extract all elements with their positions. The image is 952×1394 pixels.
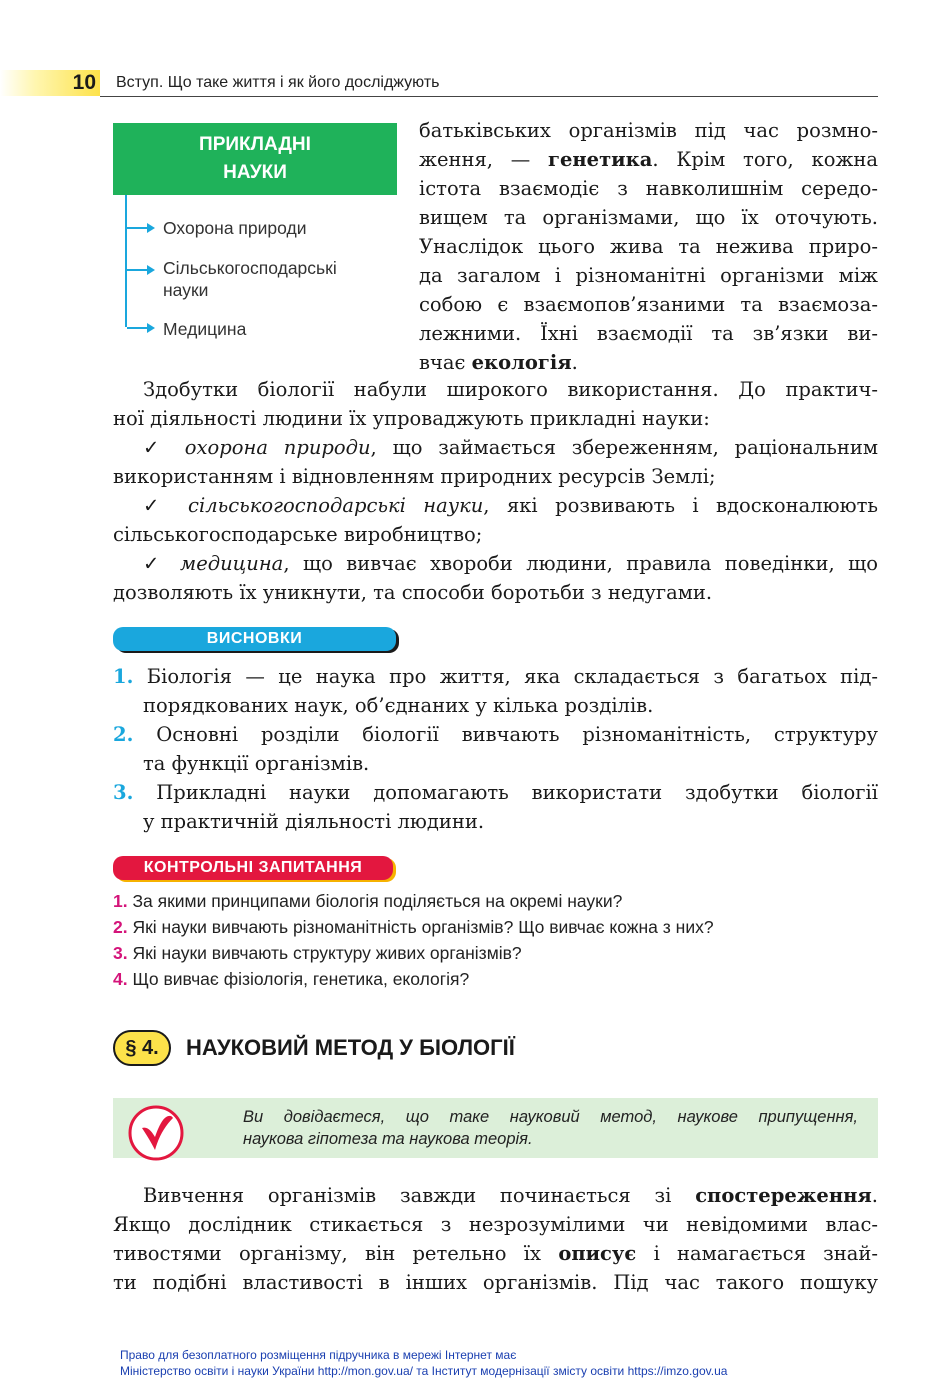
text-line: сільськогосподарське виробництво; <box>113 523 483 546</box>
text-line: ної діяльності людини їх упроваджують прикладні науки: <box>113 407 710 430</box>
page-number: 10 <box>72 71 96 94</box>
arrow-right-icon <box>127 327 149 329</box>
questions-tag: КОНТРОЛЬНІ ЗАПИТАННЯ <box>113 856 393 880</box>
list-item: 3. Які науки вивчають структуру живих організмів? <box>113 943 522 963</box>
text-line: ження, — генетика. Крім того, кожна <box>419 148 879 171</box>
text-line: використанням і відновленням природних ресурсів Землі; <box>113 465 716 488</box>
list-item: 4. Що вивчає фізіологія, генетика, екологія? <box>113 969 470 989</box>
text-line: ти подібні властивості в інших організмів. Під час такого пошуку <box>113 1271 878 1294</box>
diagram-branch-line <box>125 195 127 327</box>
list-item: ✓ сільськогосподарські науки, які розвивають і вдосконалюють <box>143 494 879 517</box>
applied-sciences-title <box>113 123 397 195</box>
conclusions-list <box>113 662 878 836</box>
footer-rights-line2: Міністерство освіти і науки України http://mon.gov.ua/ та Інститут модернізації змісту освіти https://imzo.gov.ua <box>120 1364 728 1378</box>
list-item: ✓ медицина, що вивчає хвороби людини, правила поведінки, що <box>143 552 878 575</box>
text-line: батьківських організмів під час розмно- <box>419 119 878 142</box>
text-line: собою є взаємопов’язаними та взаємоза- <box>419 293 878 316</box>
text-line: Здобутки біології набули широкого використання. До практич- <box>143 378 878 401</box>
text-line: вчає екологія. <box>419 351 578 374</box>
text-line: вищем та організмами, що їх оточують. <box>419 206 878 229</box>
text-line: порядкованих наук, об’єднаних у кілька розділів. <box>143 694 654 717</box>
text-line: у практичній діяльності людини. <box>143 810 485 833</box>
check-mark-icon: ✓ <box>143 552 167 575</box>
applied-item-agri-2: науки <box>163 280 209 300</box>
list-item: 3. Прикладні науки допомагають використати здобутки біології <box>113 781 878 804</box>
term-describes: описує <box>558 1242 637 1265</box>
list-item: 1. За якими принципами біологія поділяється на окремі науки? <box>113 891 623 911</box>
text-line: та функції організмів. <box>143 752 370 775</box>
applied-item-medicine: Медицина <box>163 319 247 339</box>
body-text <box>113 1181 878 1297</box>
intro-text <box>419 116 878 377</box>
applied-item-agri: Сільськогосподарські <box>163 258 337 278</box>
questions-list <box>113 888 714 992</box>
achievements-text <box>113 375 878 607</box>
conclusions-tag: ВИСНОВКИ <box>113 627 396 651</box>
arrow-right-icon <box>127 269 149 271</box>
list-item: 2. Основні розділи біології вивчають різноманітність, структуру <box>113 723 878 746</box>
text-line: Унаслідок цього жива та нежива приро- <box>419 235 878 258</box>
applied-title-line1: ПРИКЛАДНІ <box>199 134 311 155</box>
check-mark-icon: ✓ <box>143 436 169 459</box>
text-line: наукова гіпотеза та наукова теорія. <box>243 1130 533 1148</box>
text-line: Ви довідаєтеся, що таке науковий метод, наукове припущення, <box>243 1108 858 1126</box>
text-line: да загалом і різноманітні організми між <box>419 264 878 287</box>
text-line: лежними. Їхні взаємодії та зв’язки ви- <box>419 322 878 345</box>
text-line: Якщо дослідник стикається з незрозумілими чи невідомими влас- <box>113 1213 878 1236</box>
running-header-title: Вступ. Що таке життя і як його досліджують <box>116 74 440 91</box>
paragraph-number-badge: § 4. <box>113 1030 171 1066</box>
term-genetics: генетика <box>548 148 653 171</box>
text-line: Вивчення організмів завжди починається зі спостереження. <box>143 1184 878 1207</box>
footer-rights-line1: Право для безоплатного розміщення підручника в мережі Інтернет має <box>120 1348 517 1362</box>
text-line: тивостями організму, він ретельно їх описує і намагається знай- <box>113 1242 878 1265</box>
term-ecology: екологія <box>471 351 572 374</box>
applied-item-nature: Охорона природи <box>163 218 307 238</box>
term-observation: спостереження <box>695 1184 872 1207</box>
applied-title-line2: НАУКИ <box>223 162 287 183</box>
text-line: істота взаємодіє з навколишнім середо- <box>419 177 878 200</box>
tick-circle-icon <box>127 1104 185 1162</box>
list-item: 2. Які науки вивчають різноманітність організмів? Що вивчає кожна з них? <box>113 917 714 937</box>
check-mark-icon: ✓ <box>143 494 171 517</box>
list-item: 1. Біологія — це наука про життя, яка складається з багатьох під- <box>113 665 879 688</box>
learning-goals-text <box>243 1106 858 1150</box>
list-item: ✓ охорона природи, що займається збереженням, раціональним <box>143 436 879 459</box>
header-divider <box>100 96 878 97</box>
paragraph-title: НАУКОВИЙ МЕТОД У БІОЛОГІЇ <box>186 1035 515 1060</box>
arrow-right-icon <box>127 227 149 229</box>
text-line: дозволяють їх уникнути, та способи боротьби з недугами. <box>113 581 713 604</box>
